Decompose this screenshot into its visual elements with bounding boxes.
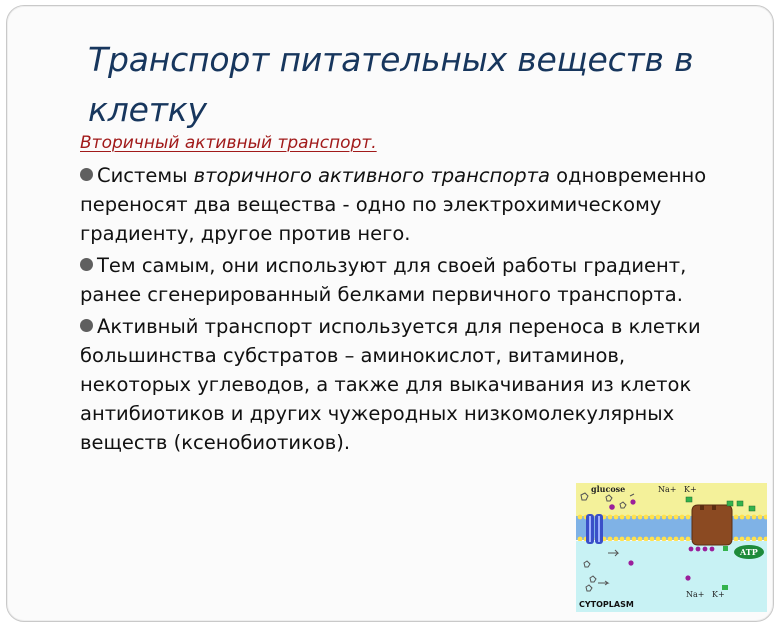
slide-subtitle: Вторичный активный транспорт. — [80, 133, 377, 153]
bullet-item — [80, 251, 730, 309]
bullet-text-prefix: Системы — [97, 164, 194, 187]
bullet-item — [80, 312, 730, 457]
bullet-dot-icon — [80, 258, 93, 271]
bullet-item — [80, 161, 730, 248]
glucose-label: glucose — [591, 484, 626, 494]
bullet-text-emphasis: вторичного активного транспорта — [193, 164, 550, 187]
membrane-transport-diagram — [576, 483, 767, 612]
potassium-label-top: K+ — [684, 485, 697, 494]
cytoplasm-label: CYTOPLASM — [579, 600, 634, 609]
slide-title: Транспорт питательных веществ в клетку — [88, 40, 694, 129]
cell-membrane — [576, 516, 767, 540]
bullet-text: Тем самым, они используют для своей работы градиент, ранее сгенерированный белками первичного транспорта. — [80, 254, 687, 306]
sodium-potassium-pump — [692, 505, 732, 545]
bullet-text-suffix: одновременно переносят два вещества - одно по электрохимическому градиенту, другое против него. — [80, 164, 707, 245]
bullet-dot-icon — [80, 168, 93, 181]
bullet-list — [80, 161, 730, 460]
bullet-dot-icon — [80, 319, 93, 332]
sodium-label-bottom: Na+ — [686, 590, 705, 599]
sodium-label-top: Na+ — [658, 485, 677, 494]
atp-badge — [734, 545, 764, 559]
potassium-label-bottom: K+ — [712, 590, 725, 599]
bullet-text: Активный транспорт используется для переноса в клетки большинства субстратов – аминокислот, витаминов, некоторых углеводов, а также для выкачивания из клеток антибиотиков и других чужеродных низкомолекулярных веществ (ксенобиотиков). — [80, 315, 701, 454]
atp-label: ATP — [740, 547, 758, 557]
